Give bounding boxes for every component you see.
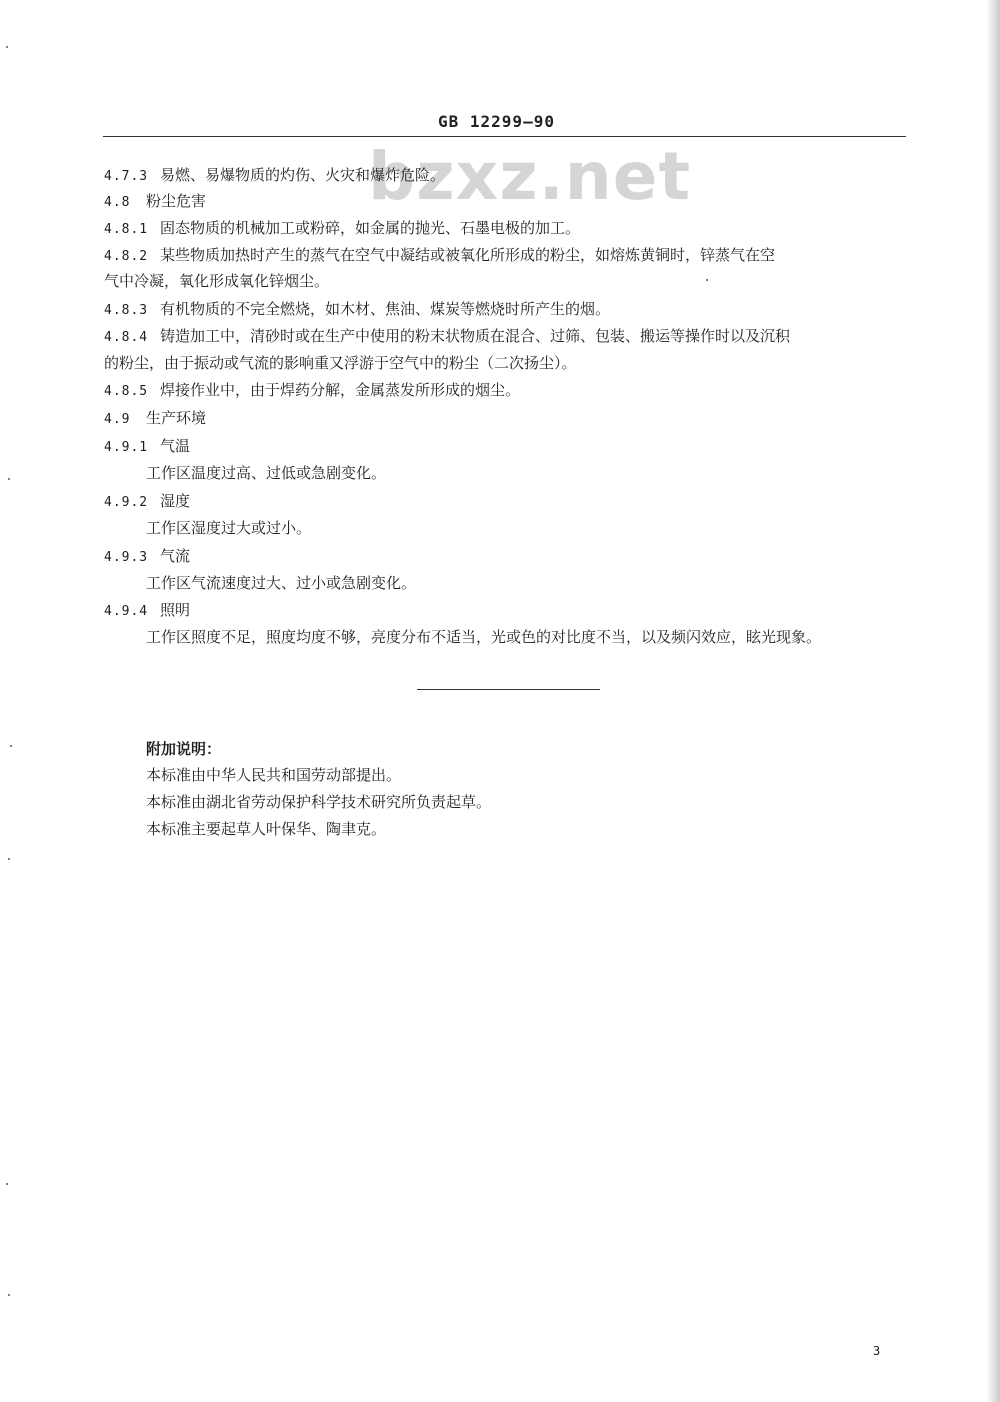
section-text: 固态物质的机械加工或粉碎，如金属的抛光、石墨电极的加工。 bbox=[160, 219, 581, 237]
note-line: 本标准由中华人民共和国劳动部提出。 bbox=[146, 766, 402, 784]
section-number: 4.9.3 bbox=[104, 550, 149, 565]
scan-speck bbox=[6, 1183, 8, 1185]
section-number: 4.8.1 bbox=[104, 222, 149, 237]
page-number: 3 bbox=[873, 1344, 881, 1358]
section-4-8-2 bbox=[104, 245, 775, 267]
section-heading: 生产环境 bbox=[146, 409, 207, 427]
section-number: 4.7.3 bbox=[104, 169, 149, 184]
note-line: 本标准主要起草人叶保华、陶聿克。 bbox=[146, 820, 387, 838]
section-heading: 湿度 bbox=[160, 492, 191, 510]
scan-speck bbox=[10, 745, 12, 747]
additional-notes-title: 附加说明： bbox=[146, 740, 222, 758]
section-4-8-4 bbox=[104, 326, 790, 348]
section-number: 4.8.2 bbox=[104, 249, 149, 264]
scan-speck bbox=[8, 478, 10, 480]
scan-speck bbox=[8, 1294, 10, 1296]
section-number: 4.9.2 bbox=[104, 495, 149, 510]
end-of-text-divider bbox=[417, 689, 600, 690]
note-line: 本标准由湖北省劳动保护科学技术研究所负责起草。 bbox=[146, 793, 492, 811]
section-4-7-3 bbox=[104, 165, 445, 187]
section-4-9 bbox=[104, 408, 206, 430]
section-text: 易燃、易爆物质的灼伤、火灾和爆炸危险。 bbox=[160, 166, 446, 184]
section-text: 铸造加工中，清砂时或在生产中使用的粉末状物质在混合、过筛、包装、搬运等操作时以及沉积 bbox=[160, 327, 791, 345]
section-4-9-1 bbox=[104, 436, 190, 458]
section-4-8-5 bbox=[104, 380, 520, 402]
section-4-9-1-body: 工作区温度过高、过低或急剧变化。 bbox=[146, 464, 387, 482]
section-4-9-2-body: 工作区湿度过大或过小。 bbox=[146, 519, 312, 537]
header-divider bbox=[103, 136, 906, 137]
page-edge-shadow bbox=[986, 0, 1000, 1402]
section-number: 4.9.4 bbox=[104, 604, 149, 619]
section-4-9-4-body: 工作区照度不足，照度均度不够，亮度分布不适当，光或色的对比度不当，以及频闪效应，眩光现象。 bbox=[146, 628, 822, 646]
section-4-8-1 bbox=[104, 218, 580, 240]
section-number: 4.8 bbox=[104, 195, 131, 210]
section-number: 4.8.3 bbox=[104, 303, 149, 318]
section-4-8-2-continuation: 气中冷凝，氧化形成氧化锌烟尘。 bbox=[104, 272, 330, 290]
section-text: 有机物质的不完全燃烧，如木材、焦油、煤炭等燃烧时所产生的烟。 bbox=[160, 300, 611, 318]
section-text: 某些物质加热时产生的蒸气在空气中凝结或被氧化所形成的粉尘，如熔炼黄铜时，锌蒸气在空 bbox=[160, 246, 776, 264]
section-number: 4.9.1 bbox=[104, 440, 149, 455]
section-4-8-4-continuation: 的粉尘，由于振动或气流的影响重又浮游于空气中的粉尘（二次扬尘）。 bbox=[104, 354, 577, 372]
section-4-8 bbox=[104, 191, 206, 213]
watermark-logo: bzxz.net bbox=[368, 138, 692, 215]
section-4-9-3 bbox=[104, 546, 190, 568]
section-heading: 照明 bbox=[160, 601, 191, 619]
scan-speck bbox=[8, 858, 10, 860]
scan-speck bbox=[706, 279, 708, 281]
section-4-9-2 bbox=[104, 491, 190, 513]
section-text: 焊接作业中，由于焊药分解，金属蒸发所形成的烟尘。 bbox=[160, 381, 521, 399]
section-heading: 粉尘危害 bbox=[146, 192, 207, 210]
scan-speck bbox=[6, 46, 8, 48]
section-number: 4.8.4 bbox=[104, 330, 149, 345]
section-heading: 气温 bbox=[160, 437, 191, 455]
section-4-9-4 bbox=[104, 600, 190, 622]
section-4-9-3-body: 工作区气流速度过大、过小或急剧变化。 bbox=[146, 574, 417, 592]
section-heading: 气流 bbox=[160, 547, 191, 565]
section-number: 4.8.5 bbox=[104, 384, 149, 399]
section-number: 4.9 bbox=[104, 412, 131, 427]
standard-code-header: GB 12299—90 bbox=[438, 112, 555, 131]
section-4-8-3 bbox=[104, 299, 610, 321]
